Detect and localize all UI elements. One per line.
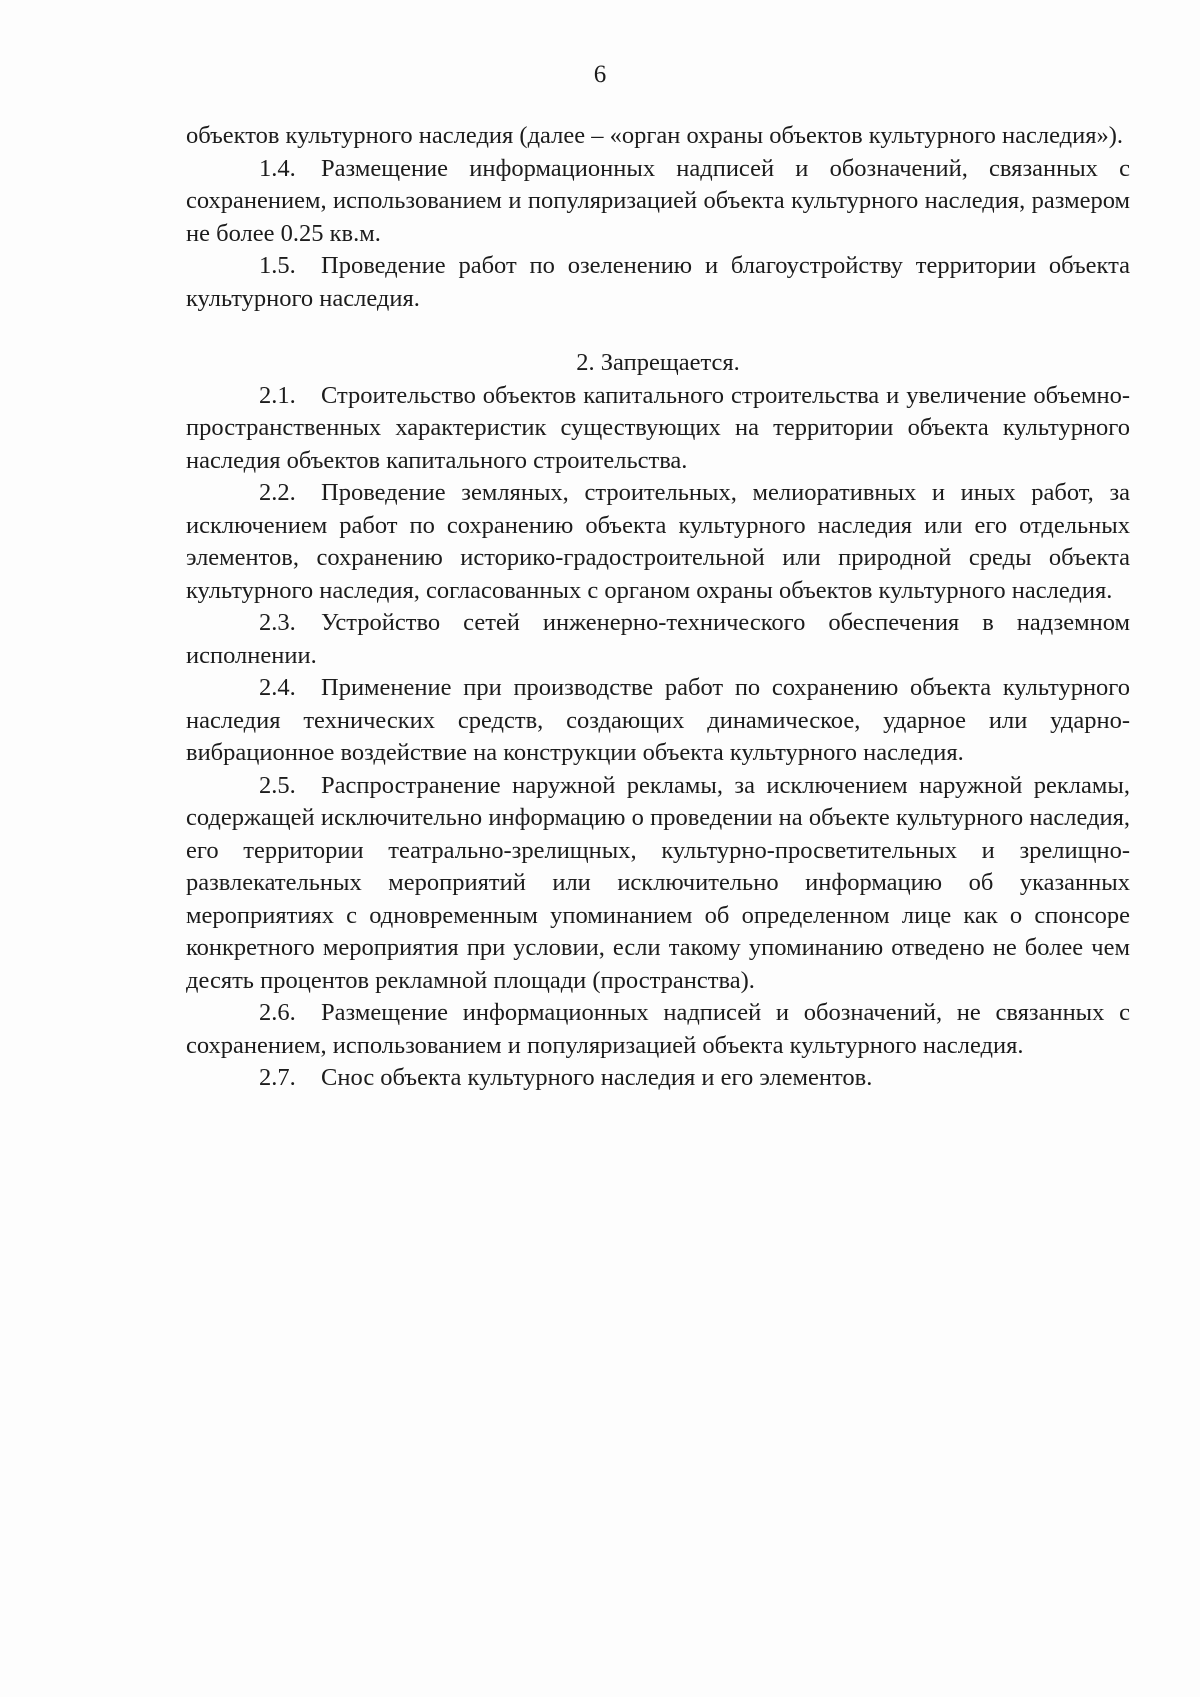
paragraph-text: Снос объекта культурного наследия и его элементов.	[321, 1064, 873, 1091]
paragraph-number: 1.4.	[259, 154, 296, 182]
paragraph-2-5	[186, 770, 1130, 998]
paragraph-text: Строительство объектов капитального строительства и увеличение объемно-пространственных характеристик существующих на территории объекта культурного наследия объектов капитального строительства.	[186, 381, 1130, 474]
paragraph-text: Распространение наружной рекламы, за исключением наружной рекламы, содержащей исключительно информацию о проведении на объекте культурного наследия, его территории театрально-зрелищных, культурно-просветительных и зрелищно-развлекательных мероприятий или исключительно информацию об указанных мероприятиях с одновременным упоминанием об определенном лице как о спонсоре конкретного мероприятия при условии, если такому упоминанию отведено не более чем десять процентов рекламной площади (пространства).	[186, 771, 1130, 994]
paragraph-text: Размещение информационных надписей и обозначений, связанных с сохранением, использованием и популяризацией объекта культурного наследия, размером не более 0.25 кв.м.	[186, 154, 1130, 247]
paragraph-text: Проведение работ по озеленению и благоустройству территории объекта культурного наследия.	[186, 252, 1130, 312]
paragraph-number: 2.4.	[259, 674, 296, 701]
paragraph-text: объектов культурного наследия (далее – «орган охраны объектов культурного наследия»).	[186, 122, 1124, 149]
paragraph-number: 2.1.	[259, 381, 296, 409]
paragraph-number: 2.7.	[259, 1064, 296, 1091]
paragraph-text: Устройство сетей инженерно-технического обеспечения в надземном исполнении.	[186, 609, 1130, 669]
paragraph-text: Применение при производстве работ по сохранению объекта культурного наследия технических средств, создающих динамическое, ударное или ударно-вибрационное воздействие на конструкции объекта культурного наследия.	[186, 674, 1130, 766]
paragraph-2-6	[186, 997, 1130, 1062]
paragraph-number: 2.2.	[259, 479, 296, 506]
paragraph-2-2	[186, 477, 1130, 607]
paragraph-2-3	[186, 607, 1130, 672]
paragraph-number: 1.5.	[259, 252, 296, 279]
page-number: 6	[593, 61, 607, 88]
paragraph-2-1	[186, 380, 1130, 478]
paragraph-continuation	[186, 120, 1130, 153]
paragraph-2-4	[186, 672, 1130, 770]
paragraph-1-4	[186, 153, 1130, 251]
paragraph-number: 2.5.	[259, 771, 296, 799]
paragraph-2-7	[186, 1062, 1130, 1095]
paragraph-text: Размещение информационных надписей и обозначений, не связанных с сохранением, использованием и популяризацией объекта культурного наследия.	[186, 999, 1130, 1059]
document-body	[186, 120, 1130, 1095]
paragraph-number: 2.3.	[259, 609, 296, 636]
section-heading: 2. Запрещается.	[576, 349, 740, 376]
paragraph-text: Проведение земляных, строительных, мелиоративных и иных работ, за исключением работ по сохранению объекта культурного наследия или его отдельных элементов, сохранению историко-градостроительной или природной среды объекта культурного наследия, согласованных с органом охраны объектов культурного наследия.	[186, 479, 1130, 604]
paragraph-number: 2.6.	[259, 999, 296, 1026]
paragraph-1-5	[186, 250, 1130, 315]
